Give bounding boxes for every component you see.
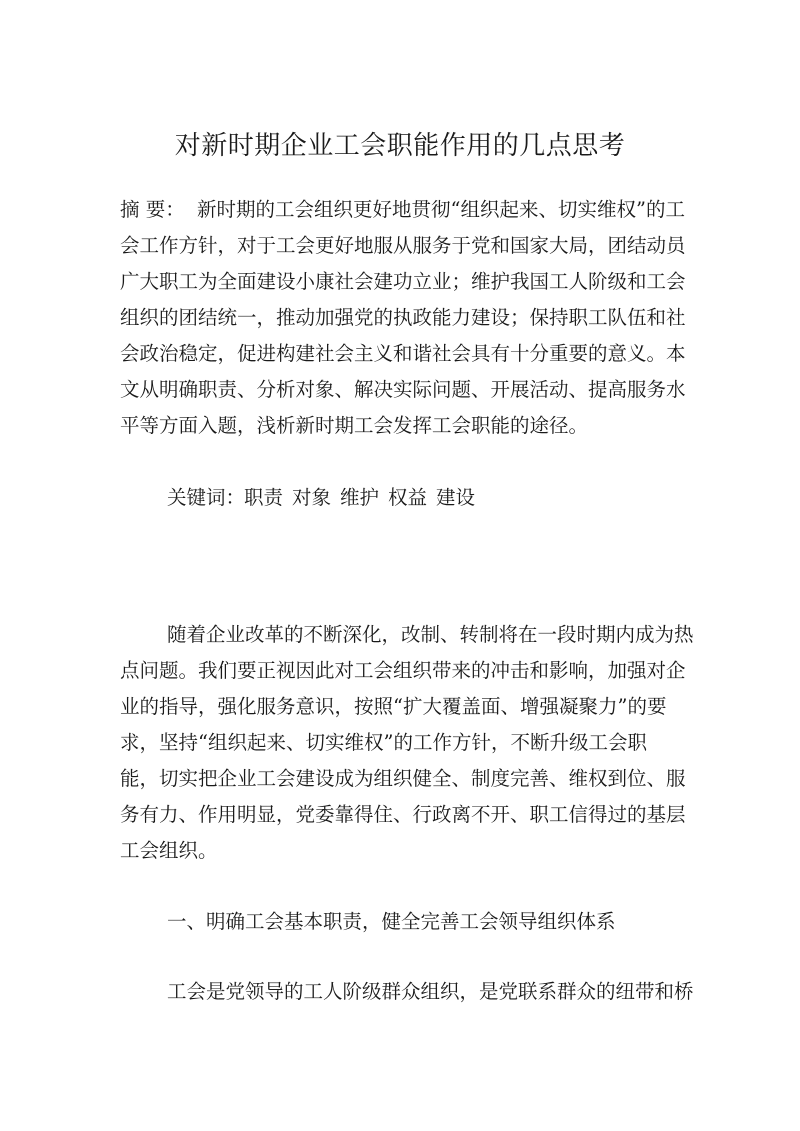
paragraph-line xyxy=(0,974,800,1010)
abstract-text: 新时期的工会组织更好地贯彻“组织起来、切实维权”的工 xyxy=(197,198,685,221)
paragraph-line xyxy=(0,617,800,653)
document-title: 对新时期企业工会职能作用的几点思考 xyxy=(174,131,626,161)
paragraph-line xyxy=(0,725,800,761)
keyword: 建设 xyxy=(436,486,476,509)
paragraph-text: 能，切实把企业工会建设成为组织健全、制度完善、维权到位、服 xyxy=(120,767,686,790)
paragraph-line xyxy=(0,689,800,725)
abstract-text: 平等方面入题，浅析新时期工会发挥工会职能的途径。 xyxy=(120,414,589,437)
paragraph-line xyxy=(0,761,800,797)
abstract-text: 会政治稳定，促进构建社会主义和谐社会具有十分重要的意义。本 xyxy=(120,342,686,365)
abstract-line xyxy=(0,300,800,336)
abstract-text: 组织的团结统一，推动加强党的执政能力建设；保持职工队伍和社 xyxy=(120,306,686,329)
paragraph-text: 务有力、作用明显，党委靠得住、行政离不开、职工信得过的基层 xyxy=(120,803,686,826)
abstract-line xyxy=(0,336,800,372)
paragraph-line xyxy=(0,833,800,869)
abstract-text: 文从明确职责、分析对象、解决实际问题、开展活动、提高服务水 xyxy=(120,378,686,401)
section-heading xyxy=(0,904,800,940)
paragraph-text: 求，坚持“组织起来、切实维权”的工作方针，不断升级工会职 xyxy=(120,731,647,754)
abstract-line xyxy=(0,228,800,264)
paragraph-line xyxy=(0,653,800,689)
keywords-line xyxy=(0,480,800,516)
keyword: 权益 xyxy=(388,486,428,509)
abstract-line xyxy=(0,264,800,300)
keyword: 职责 xyxy=(244,486,284,509)
paragraph-text: 工会是党领导的工人阶级群众组织，是党联系群众的纽带和桥 xyxy=(167,980,694,1003)
paragraph-line xyxy=(0,797,800,833)
section-heading-text: 一、明确工会基本职责，健全完善工会领导组织体系 xyxy=(167,910,616,933)
keyword: 对象 xyxy=(292,486,332,509)
paragraph-text: 随着企业改革的不断深化，改制、转制将在一段时期内成为热 xyxy=(167,623,694,646)
abstract-line xyxy=(0,192,800,228)
abstract-label: 摘 要： xyxy=(120,198,185,221)
paragraph-text: 工会组织。 xyxy=(120,839,218,862)
keyword: 维护 xyxy=(340,486,380,509)
keywords-label: 关键词： xyxy=(167,486,246,509)
paragraph-text: 点问题。我们要正视因此对工会组织带来的冲击和影响，加强对企 xyxy=(120,659,686,682)
abstract-line xyxy=(0,408,800,444)
abstract-text: 广大职工为全面建设小康社会建功立业；维护我国工人阶级和工会 xyxy=(120,270,686,293)
abstract-line xyxy=(0,372,800,408)
paragraph-text: 业的指导，强化服务意识，按照“扩大覆盖面、增强凝聚力”的要 xyxy=(120,695,667,718)
abstract-text: 会工作方针，对于工会更好地服从服务于党和国家大局，团结动员 xyxy=(120,234,686,257)
